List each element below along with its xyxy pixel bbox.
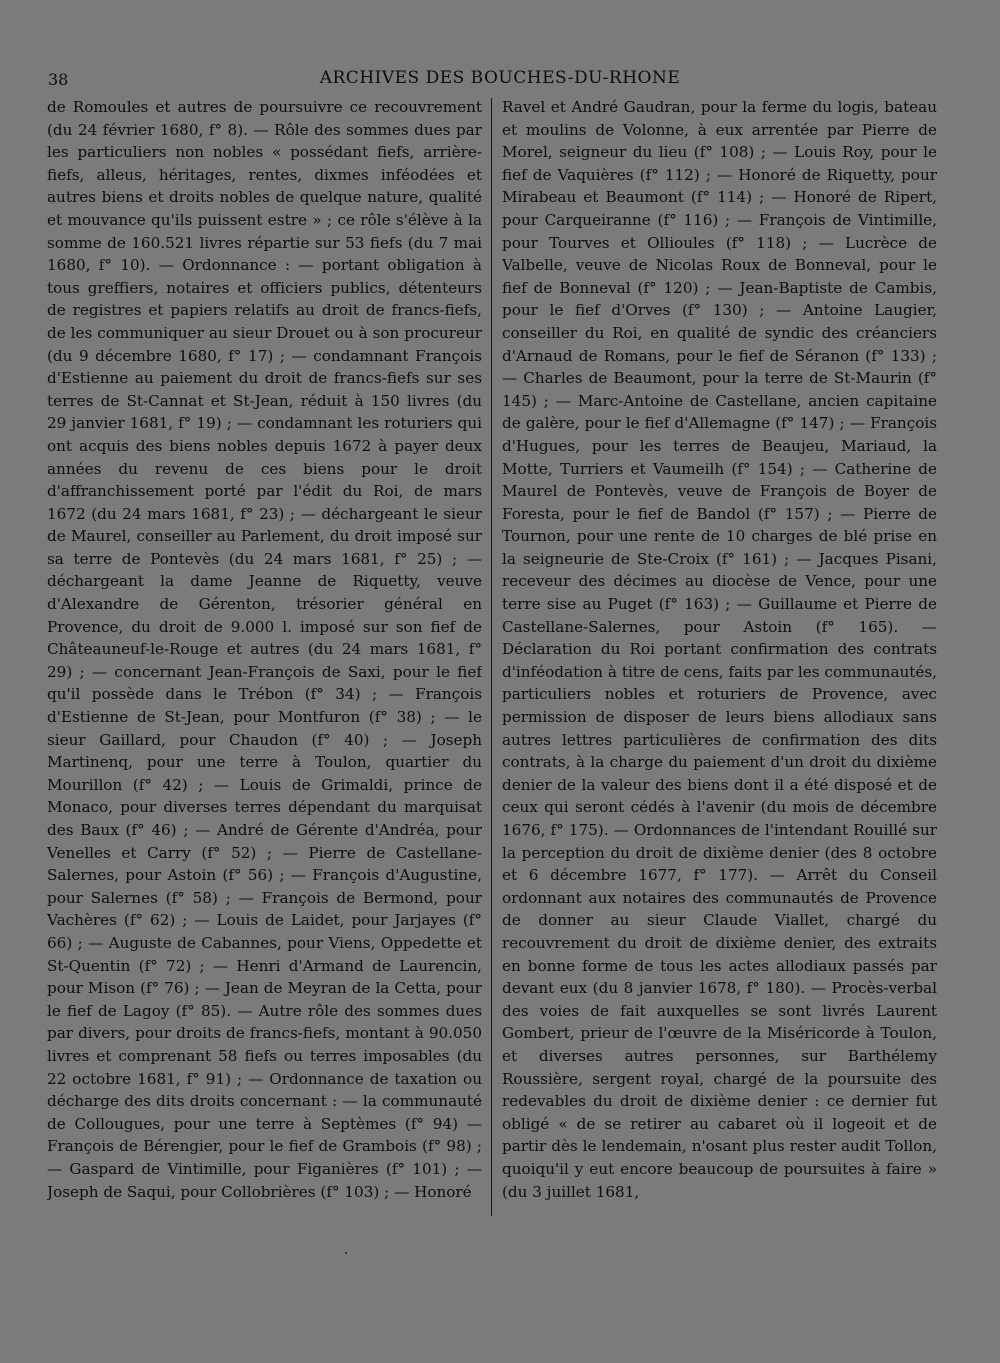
text-columns — [47, 96, 937, 1236]
left-column-text: de Romoules et autres de poursuivre ce recouvrement (du 24 février 1680, f° 8). — Rôle des sommes dues par les particuliers non nobles « possédant fiefs, arrière-fiefs, alleus, héritages, rentes, dixmes inféodées et autres biens et droits nobles de quelque nature, qualité et mouvance qu'ils puissent estre » ; ce rôle s'élève à la somme de 160.521 livres répartie sur 53 fiefs (du 7 mai 1680, f° 10). — Ordonnance : — portant obligation à tous greffiers, notaires et officiers publics, détenteurs de registres et papiers relatifs au droit de francs-fiefs, de les communiquer au sieur Drouet ou à son procureur (du 9 décembre 1680, f° 17) ; — condamnant François d'Estienne au paiement du droit de francs-fiefs sur ses terres de St-Cannat et St-Jean, réduit à 150 livres (du 29 janvier 1681, f° 19) ; — condamnant les roturiers qui ont acquis des biens nobles depuis 1672 à payer deux années du revenu de ces biens pour le droit d'affranchissement porté par l'édit du Roi, de mars 1672 (du 24 mars 1681, f° 23) ; — déchargeant le sieur de Maurel, conseiller au Parlement, du droit imposé sur sa terre de Pontevès (du 24 mars 1681, f° 25) ; — déchargeant la dame Jeanne de Riquetty, veuve d'Alexandre de Gérenton, trésorier général en Provence, du droit de 9.000 l. imposé sur son fief de Châteauneuf-le-Rouge et autres (du 24 mars 1681, f° 29) ; — concernant Jean-François de Saxi, pour le fief qu'il possède dans le Trébon (f° 34) ; — François d'Estienne de St-Jean, pour Montfuron (f° 38) ; — le sieur Gaillard, pour Chaudon (f° 40) ; — Joseph Martinenq, pour une terre à Toulon, quartier du Mourillon (f° 42) ; — Louis de Grimaldi, prince de Monaco, pour diverses terres dépendant du marquisat des Baux (f° 46) ; — André de Gérente d'Andréa, pour Venelles et Carry (f° 52) ; — Pierre de Castellane-Salernes, pour Astoin (f° 56) ; — François d'Augustine, pour Salernes (f° 58) ; — François de Bermond, pour Vachères (f° 62) ; — Louis de Laidet, pour Jarjayes (f° 66) ; — Auguste de Cabannes, pour Viens, Oppedette et St-Quentin (f° 72) ; — Henri d'Armand de Laurencin, pour Mison (f° 76) ; — Jean de Meyran de la Cetta, pour le fief de Lagoy (f° 85). — Autre rôle des sommes dues par divers, pour droits de francs-fiefs, montant à 90.050 livres et comprenant 58 fiefs ou terres imposables (du 22 octobre 1681, f° 91) ; — Ordonnance de taxation ou décharge des dits droits concernant : — la communauté de Collougues, pour une terre à Septèmes (f° 94) — François de Bérengier, pour le fief de Grambois (f° 98) ; — Gaspard de Vintimille, pour Figanières (f° 101) ; — Joseph de Saqui, pour Collobrières (f° 103) ; — Honoré — [47, 98, 482, 1201]
ink-speck — [345, 1252, 347, 1254]
column-gutter — [482, 96, 502, 1236]
running-title: ARCHIVES DES BOUCHES-DU-RHONE — [319, 68, 681, 88]
page-number: 38 — [48, 70, 69, 89]
right-column-text: Ravel et André Gaudran, pour la ferme du logis, bateau et moulins de Volonne, à eux arrentée par Pierre de Morel, seigneur du lieu (f° 108) ; — Louis Roy, pour le fief de Vaquières (f° 112) ; — Honoré de Riquetty, pour Mirabeau et Beaumont (f° 114) ; — Honoré de Ripert, pour Carqueiranne (f° 116) ; — François de Vintimille, pour Tourves et Ollioules (f° 118) ; — Lucrèce de Valbelle, veuve de Nicolas Roux de Bonneval, pour le fief de Bonneval (f° 120) ; — Jean-Baptiste de Cambis, pour le fief d'Orves (f° 130) ; — Antoine Laugier, conseiller du Roi, en qualité de syndic des créanciers d'Arnaud de Romans, pour le fief de Séranon (f° 133) ; — Charles de Beaumont, pour la terre de St-Maurin (f° 145) ; — Marc-Antoine de Castellane, ancien capitaine de galère, pour le fief d'Allemagne (f° 147) ; — François d'Hugues, pour les terres de Beaujeu, Mariaud, la Motte, Turriers et Vaumeilh (f° 154) ; — Catherine de Maurel de Pontevès, veuve de François de Boyer de Foresta, pour le fief de Bandol (f° 157) ; — Pierre de Tournon, pour une rente de 10 charges de blé prise en la seigneurie de Ste-Croix (f° 161) ; — Jacques Pisani, receveur des décimes au diocèse de Vence, pour une terre sise au Puget (f° 163) ; — Guillaume et Pierre de Castellane-Salernes, pour Astoin (f° 165). — Déclaration du Roi portant confirmation des contrats d'inféodation à titre de cens, faits par les communautés, particuliers nobles et roturiers de Provence, avec permission de disposer de leurs biens allodiaux sans autres lettres particulières de confirmation des dits contrats, à la charge du paiement d'un droit du dixième denier de la valeur des biens dont il a été disposé et de ceux qui seront cédés à l'avenir (du mois de décembre 1676, f° 175). — Ordonnances de l'intendant Rouillé sur la perception du droit de dixième denier (des 8 octobre et 6 décembre 1677, f° 177). — Arrêt du Conseil ordonnant aux notaires des communautés de Provence de donner au sieur Claude Viallet, chargé du recouvrement du droit de dixième denier, des extraits en bonne forme de tous les actes allodiaux passés par devant eux (du 8 janvier 1678, f° 180). — Procès-verbal des voies de fait auxquelles se sont livrés Laurent Gombert, prieur de l'œuvre de la Miséricorde à Toulon, et diverses autres personnes, sur Barthélemy Roussière, sergent royal, chargé de la poursuite des redevables du droit de dixième denier : ce dernier fut obligé « de se retirer au cabaret où il logeoit et de partir dès le lendemain, n'osant plus rester audit Tollon, quoiqu'il y eut encore beaucoup de poursuites à faire » (du 3 juillet 1681, — [502, 98, 937, 1201]
right-column — [502, 96, 937, 1236]
column-divider — [491, 98, 492, 1216]
left-column — [47, 96, 482, 1236]
